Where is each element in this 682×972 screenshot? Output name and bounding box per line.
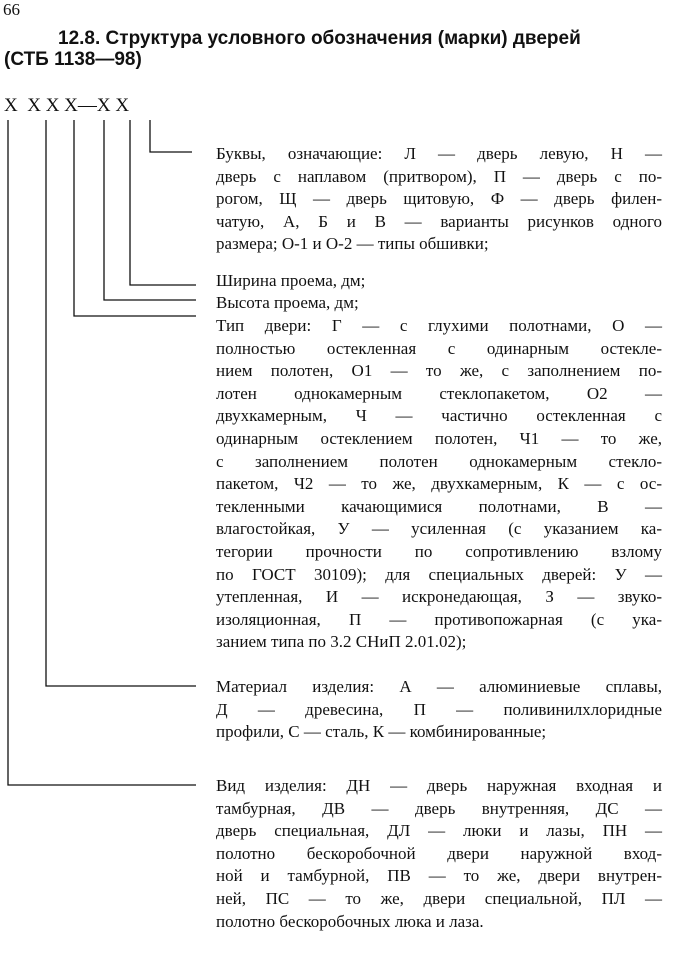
text-line: двухкамерным, Ч — частично остекленная с: [216, 406, 662, 426]
text-line: Д — древесина, П — поливинилхлоридные: [216, 699, 662, 719]
text-line: тегории прочности по сопротивлению взлому: [216, 541, 662, 561]
item-height: [216, 292, 662, 315]
designation-code-pattern: X X X X—X X: [4, 95, 130, 116]
text-line: дверь с наплавом (притвором), П — дверь с по-: [216, 166, 662, 186]
text-line: профили, С — сталь, К — комбинированные;: [216, 722, 547, 742]
text-line: одинарным остеклением полотен, Ч1 — то же,: [216, 428, 662, 448]
text-line: полностью остекленная с одинарным остекле-: [216, 338, 662, 358]
leader-line-door-type: [74, 120, 196, 316]
leader-line-width: [130, 120, 196, 285]
text-line: тамбурная, ДВ — дверь внутренняя, ДС —: [216, 798, 662, 818]
text-line: занием типа по 3.2 СНиП 2.01.02);: [216, 632, 467, 652]
item-letters: [216, 143, 662, 256]
text-line: чатую, А, Б и В — варианты рисунков одного: [216, 211, 662, 231]
text-line: Ширина проема, дм;: [216, 271, 366, 290]
text-line: размера; О-1 и О-2 — типы обшивки;: [216, 234, 489, 254]
text-line: Материал изделия: А — алюминиевые сплавы,: [216, 677, 662, 696]
leader-line-product-kind: [8, 120, 196, 785]
text-line: нием полотен, О1 — то же, с заполнением по-: [216, 361, 662, 381]
text-line: изоляционная, П — противопожарная (с ука-: [216, 609, 662, 629]
item-material: [216, 676, 662, 744]
text-line: Буквы, означающие: Л — дверь левую, Н —: [216, 144, 662, 163]
text-line: полотно бескоробочных люка и лаза.: [216, 911, 484, 931]
text-line: дверь специальная, ДЛ — люки и лазы, ПН —: [216, 821, 662, 841]
text-line: Высота проема, дм;: [216, 293, 359, 312]
item-width: [216, 270, 662, 293]
item-door-type: [216, 315, 662, 654]
text-line: утепленная, И — искронедающая, З — звуко-: [216, 587, 662, 607]
text-line: лотен однокамерным стеклопакетом, О2 —: [216, 383, 662, 403]
text-line: по ГОСТ 30109); для специальных дверей: У —: [216, 564, 662, 584]
text-line: влагостойкая, У — усиленная (с указанием ка-: [216, 519, 662, 539]
text-line: Тип двери: Г — с глухими полотнами, О —: [216, 316, 662, 335]
leader-line-material: [46, 120, 196, 686]
text-line: рогом, Щ — дверь щитовую, Ф — дверь филен-: [216, 189, 662, 209]
text-line: ней, ПС — то же, двери специальной, ПЛ —: [216, 888, 662, 908]
text-line: текленными качающимися полотнами, В —: [216, 496, 662, 516]
page-number: 66: [3, 0, 20, 19]
item-product-kind: [216, 775, 662, 933]
text-line: с заполнением полотен однокамерным стекло-: [216, 451, 662, 471]
text-line: Вид изделия: ДН — дверь наружная входная и: [216, 776, 662, 795]
section-title-line1: 12.8. Структура условного обозначения (марки) дверей: [58, 28, 581, 49]
leader-line-letters: [150, 120, 192, 152]
text-line: ной и тамбурной, ПВ — то же, двери внутрен-: [216, 866, 662, 886]
text-line: пакетом, Ч2 — то же, двухкамерным, К — с ос-: [216, 474, 662, 494]
section-title-line2: (СТБ 1138—98): [4, 49, 142, 70]
text-line: полотно бескоробочной двери наружной вход-: [216, 843, 662, 863]
